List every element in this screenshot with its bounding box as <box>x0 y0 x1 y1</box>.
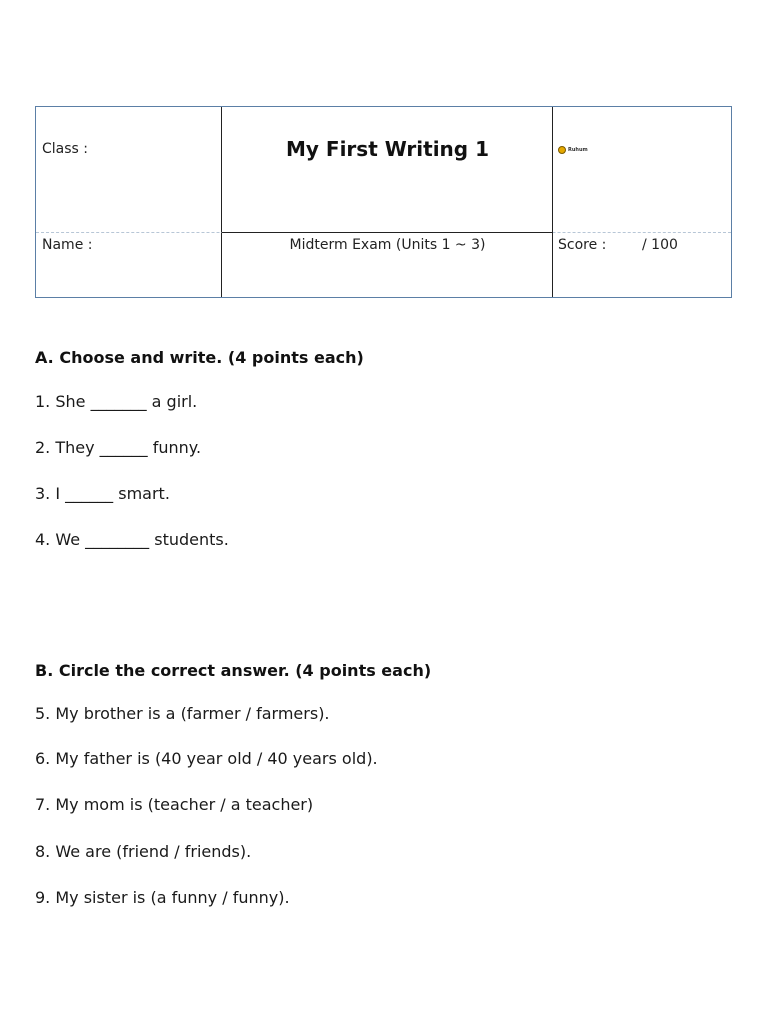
question-item: 9. My sister is (a funny / funny). <box>35 888 290 907</box>
question-item: 4. We ________ students. <box>35 530 229 549</box>
exam-subtitle: Midterm Exam (Units 1 ~ 3) <box>289 237 486 253</box>
row-divider-solid <box>222 232 553 233</box>
name-label: Name : <box>42 237 93 253</box>
question-item: 8. We are (friend / friends). <box>35 842 252 861</box>
worksheet-title: My First Writing 1 <box>286 137 489 161</box>
section-b-title: B. Circle the correct answer. (4 points each) <box>35 661 432 680</box>
column-divider <box>221 107 222 297</box>
score-label: Score : <box>558 237 607 253</box>
section-a-title: A. Choose and write. (4 points each) <box>35 348 364 367</box>
logo-icon <box>558 146 566 154</box>
question-item: 1. She _______ a girl. <box>35 392 198 411</box>
question-item: 7. My mom is (teacher / a teacher) <box>35 795 314 814</box>
class-label: Class : <box>42 141 88 157</box>
question-item: 6. My father is (40 year old / 40 years old). <box>35 749 378 768</box>
question-item: 2. They ______ funny. <box>35 438 202 457</box>
exam-header-table <box>35 106 732 298</box>
logo-text: Ruhum <box>568 147 588 153</box>
question-item: 5. My brother is a (farmer / farmers). <box>35 704 330 723</box>
publisher-logo <box>558 146 588 154</box>
score-total: / 100 <box>642 237 678 253</box>
question-item: 3. I ______ smart. <box>35 484 170 503</box>
column-divider <box>552 107 553 297</box>
